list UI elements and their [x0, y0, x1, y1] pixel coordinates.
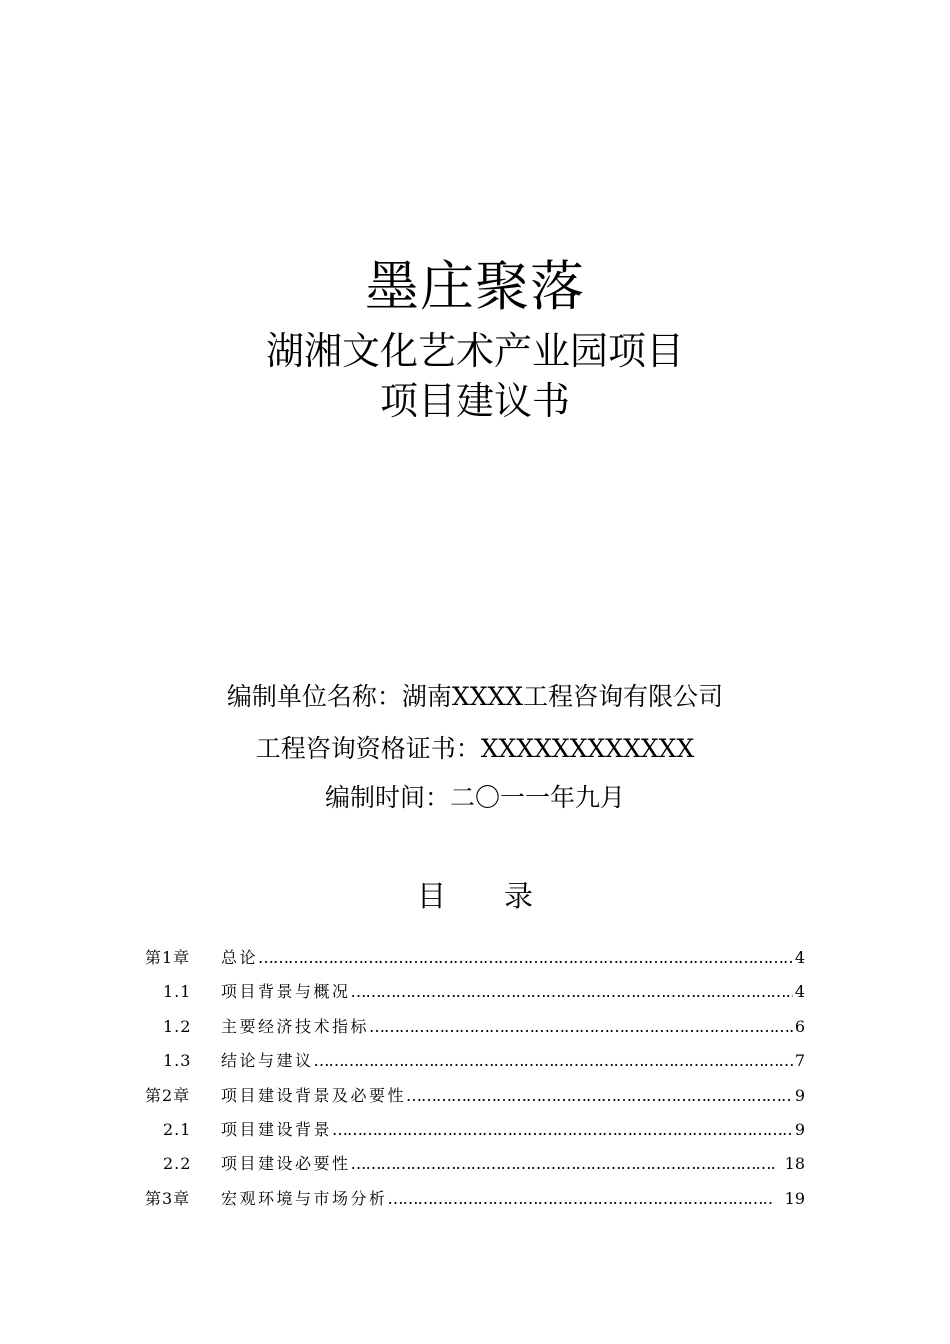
toc-entry-title: 结论与建议: [221, 1051, 314, 1071]
toc-entry-number: 2.2: [163, 1154, 192, 1174]
toc-entry-page: 7: [794, 1051, 805, 1071]
toc-leader-dots: [406, 1079, 793, 1113]
toc-entry-section-1-3[interactable]: [145, 1044, 805, 1078]
toc-entry-page: 9: [794, 1119, 805, 1139]
document-title: 墨庄聚落: [365, 255, 585, 318]
toc-heading-right: 录: [504, 879, 534, 913]
qualification-certificate: 工程咨询资格证书：XXXXXXXXXXXX: [255, 734, 695, 763]
toc-entry-page: 4: [794, 948, 805, 967]
toc-heading: [0, 874, 950, 918]
toc-entry-title: 主要经济技术指标: [221, 1016, 370, 1036]
toc-entry-title: 项目建设背景: [221, 1119, 333, 1139]
toc-entry-number: 1.3: [163, 1051, 192, 1071]
toc-leader-dots: [314, 1044, 793, 1078]
toc-entry-number: 第1章: [145, 948, 191, 967]
toc-entry-number: 2.1: [163, 1119, 192, 1139]
toc-entry-number: 1.1: [163, 982, 192, 1002]
toc-entry-page: 6: [794, 1016, 805, 1036]
toc-leader-dots: [351, 975, 793, 1009]
toc-entry-section-1-1[interactable]: [145, 975, 805, 1009]
toc-entry-chapter-2[interactable]: [145, 1079, 805, 1113]
toc-entry-title: 项目背景与概况: [221, 982, 351, 1002]
toc-entry-title: 总论: [221, 948, 259, 967]
toc-entry-title: 项目建设必要性: [221, 1154, 351, 1174]
document-type: 项目建议书: [379, 379, 570, 423]
toc-entry-section-1-2[interactable]: [145, 1010, 805, 1044]
toc-heading-left: 目: [416, 879, 446, 913]
toc-entry-chapter-1[interactable]: [145, 941, 805, 975]
toc-leader-dots: [332, 1113, 793, 1147]
toc-entry-section-2-2[interactable]: [145, 1147, 805, 1181]
toc-leader-dots: [388, 1182, 775, 1216]
toc-entry-number: 第3章: [145, 1188, 191, 1208]
toc-leader-dots: [369, 1010, 793, 1044]
toc-entry-number: 第2章: [145, 1085, 191, 1105]
compiling-organization: 编制单位名称：湖南XXXX工程咨询有限公司: [226, 682, 724, 711]
table-of-contents: [145, 941, 805, 1216]
toc-entry-title: 项目建设背景及必要性: [221, 1085, 407, 1105]
toc-leader-dots: [258, 941, 793, 975]
toc-entry-page: 4: [794, 982, 805, 1002]
toc-entry-number: 1.2: [163, 1016, 192, 1036]
toc-leader-dots: [351, 1147, 775, 1181]
toc-entry-page: 19: [784, 1188, 805, 1208]
toc-entry-title: 宏观环境与市场分析: [221, 1188, 388, 1208]
project-name: 湖湘文化艺术产业园项目: [265, 329, 684, 373]
toc-entry-page: 9: [794, 1085, 805, 1105]
compile-date: 编制时间：二〇一一年九月: [324, 783, 625, 812]
toc-entry-chapter-3[interactable]: [145, 1182, 805, 1216]
toc-entry-section-2-1[interactable]: [145, 1113, 805, 1147]
toc-entry-page: 18: [784, 1154, 805, 1174]
